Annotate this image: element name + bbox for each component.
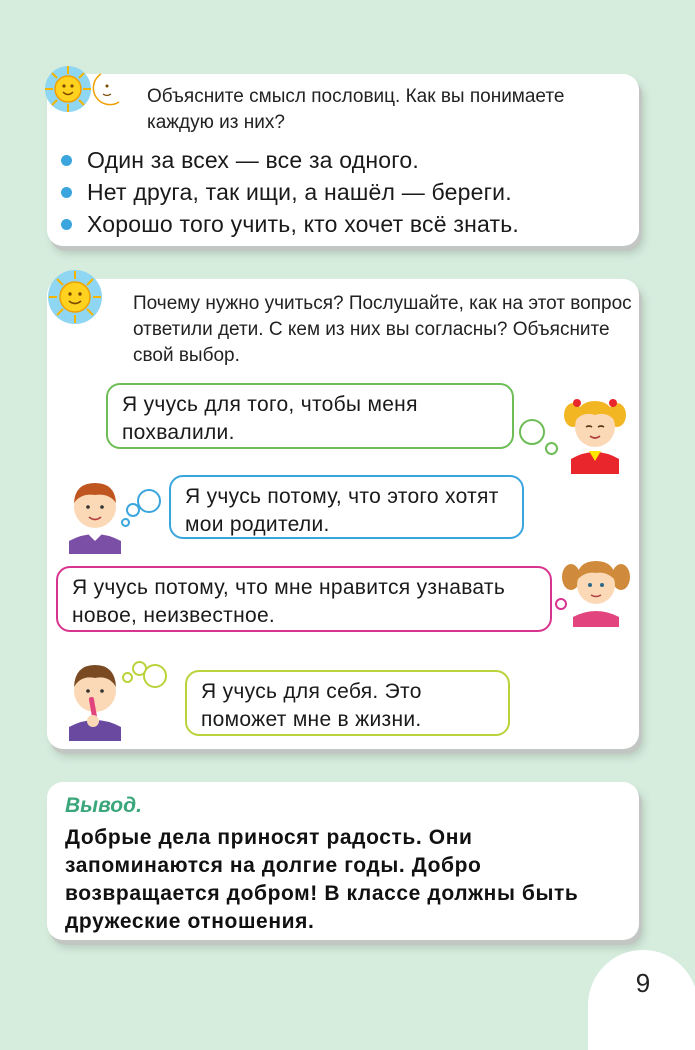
task-instruction: Объясните смысл пословиц. Как вы понимаете каждую из них? (147, 86, 565, 133)
thought-circle (545, 442, 558, 455)
proverbs-card (47, 74, 639, 246)
conclusion-title: Вывод. (65, 794, 142, 817)
bullet-icon (61, 155, 72, 166)
task-instruction: Почему нужно учиться? Послушайте, как на этот вопрос ответили дети. С кем из них вы согласны? Объясните свой выбор. (133, 293, 632, 366)
proverbs-list (61, 144, 519, 240)
conclusion-card (47, 782, 639, 940)
thought-circle (143, 664, 167, 688)
bullet-icon (61, 219, 72, 230)
speech-bubble-3: Я учусь потому, что мне нравится узнавать новое, неизвестное. (56, 566, 552, 632)
why-study-card (47, 279, 639, 749)
boy-avatar (63, 469, 127, 554)
speech-bubble-1: Я учусь для того, чтобы меня похвалили. (106, 383, 514, 449)
sun-icon (45, 267, 107, 327)
thought-circle (121, 518, 130, 527)
thought-circle (519, 419, 545, 445)
speech-bubble-4: Я учусь для себя. Это поможет мне в жизни. (185, 670, 510, 736)
sun-moon-icon (43, 64, 133, 114)
bullet-icon (61, 187, 72, 198)
girl-avatar (561, 547, 631, 627)
conclusion-text: Добрые дела приносят радость. Они запоминаются на долгие годы. Добро возвращается добром! В классе должны быть дружеские отношения. (65, 826, 579, 933)
speech-bubble-2: Я учусь потому, что этого хотят мои родители. (169, 475, 524, 539)
boy-avatar (63, 651, 127, 741)
thought-circle (122, 672, 133, 683)
thought-circle (137, 489, 161, 513)
girl-avatar (563, 389, 627, 474)
page-number-tab (588, 950, 695, 1050)
list-item: Один за всех — все за одного. (61, 144, 519, 176)
list-item: Хорошо того учить, кто хочет всё знать. (61, 208, 519, 240)
list-item: Нет друга, так ищи, а нашёл — береги. (61, 176, 519, 208)
page-number: 9 (635, 968, 651, 998)
